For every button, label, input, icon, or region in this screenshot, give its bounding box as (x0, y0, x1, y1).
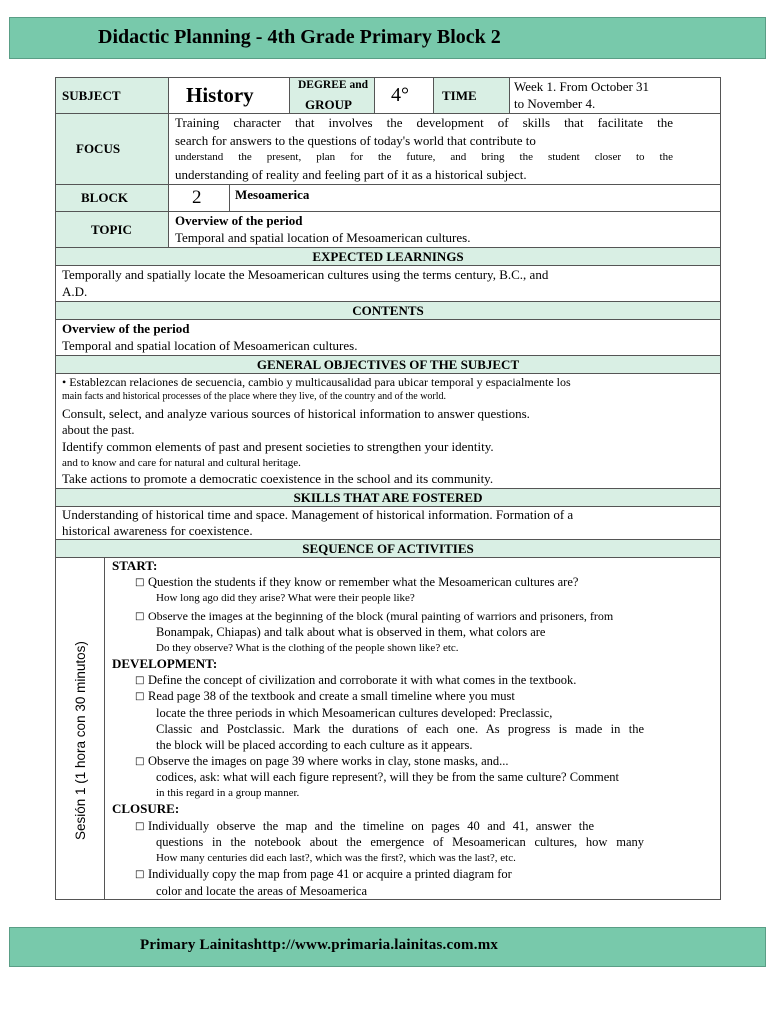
activity-line: Individually observe the map and the timeline on pages 40 and 41, answer the (148, 819, 594, 833)
block-value: 2 (192, 187, 202, 208)
objective-line: • Establezcan relaciones de secuencia, cambio y multicausalidad para ubicar temporal y espacialmente los (62, 375, 571, 389)
focus-line: understand the present, plan for the future, and bring the student closer to the (175, 151, 673, 163)
activity-line: Individually copy the map from page 41 or acquire a printed diagram for (148, 867, 512, 881)
section-heading: SEQUENCE OF ACTIVITIES (302, 541, 474, 556)
contents-text: Temporal and spatial location of Mesoamerican cultures. (62, 338, 358, 353)
block-name-cell (229, 184, 721, 212)
objective-line: main facts and historical processes of the place where they live, of the country and of the world. (62, 391, 447, 402)
expected-learnings-body (55, 265, 721, 302)
topic-label-cell (55, 211, 169, 248)
activity-line: the block will be placed according to each culture as it appears. (156, 738, 473, 752)
expected-line: A.D. (62, 284, 88, 299)
page-title: Didactic Planning - 4th Grade Primary Block 2 (98, 26, 501, 48)
checkbox-icon: □ (135, 756, 145, 767)
activity-line: locate the three periods in which Mesoamerican cultures developed: Preclassic, (156, 706, 553, 720)
checkbox-icon: □ (135, 611, 145, 622)
subject-value: History (186, 83, 254, 107)
block-name: Mesoamerica (235, 187, 310, 202)
degree-label-cell (289, 77, 375, 114)
time-label-cell (433, 77, 510, 114)
skills-line: Understanding of historical time and space. Management of historical information. Formation of a (62, 507, 574, 522)
section-heading: GENERAL OBJECTIVES OF THE SUBJECT (256, 357, 520, 372)
footer-banner (9, 927, 766, 967)
subject-value-cell (168, 77, 290, 114)
objective-line: Consult, select, and analyze various sources of historical information to answer questions. (62, 406, 530, 421)
objectives-body (55, 373, 721, 489)
time-value-line2: to November 4. (514, 96, 596, 111)
activity-line: Read page 38 of the textbook and create a small timeline where you must (148, 689, 515, 703)
sequence-body (104, 557, 721, 900)
time-value-line1: Week 1. From October 31 (514, 79, 650, 94)
section-heading: CONTENTS (352, 303, 424, 318)
time-value-cell (509, 77, 721, 114)
activity-line: Observe the images at the beginning of the block (mural painting of warriors and prisoners, from (148, 609, 614, 623)
contents-body (55, 319, 721, 356)
footer-text: Primary Lainitashttp://www.primaria.lainitas.com.mx (140, 937, 499, 953)
expected-learnings-heading (55, 247, 721, 266)
activity-line: color and locate the areas of Mesoamerica (156, 884, 368, 898)
degree-label-line1: DEGREE and (298, 79, 368, 91)
block-value-cell (168, 184, 230, 212)
subject-label: SUBJECT (62, 88, 121, 103)
degree-label-line2: GROUP (305, 97, 352, 112)
subject-label-cell (55, 77, 169, 114)
checkbox-icon: □ (135, 675, 145, 686)
skills-body (55, 506, 721, 540)
degree-value-cell (374, 77, 434, 114)
header-banner (9, 17, 766, 59)
activity-line: in this regard in a group manner. (156, 787, 300, 799)
focus-label-cell (55, 113, 169, 185)
development-label: DEVELOPMENT: (112, 656, 218, 671)
focus-line: search for answers to the questions of today's world that contribute to (175, 133, 536, 148)
activity-line: Classic and Postclassic. Mark the durations of each one. As progress is made in the (156, 722, 644, 736)
activity-line: Define the concept of civilization and corroborate it with what comes in the textbook. (148, 673, 577, 687)
sequence-heading (55, 539, 721, 558)
topic-text: Temporal and spatial location of Mesoamerican cultures. (175, 230, 471, 245)
objective-line: about the past. (62, 423, 135, 437)
objectives-heading (55, 355, 721, 374)
topic-text-cell (168, 211, 721, 248)
activity-line: Question the students if they know or remember what the Mesoamerican cultures are? (148, 575, 579, 589)
checkbox-icon: □ (135, 869, 145, 880)
objective-line: and to know and care for natural and cultural heritage. (62, 457, 301, 469)
checkbox-icon: □ (135, 691, 145, 702)
focus-text-cell (168, 113, 721, 185)
topic-label: TOPIC (91, 222, 132, 237)
focus-label: FOCUS (76, 141, 121, 156)
objective-line: Take actions to promote a democratic coexistence in the school and its community. (62, 471, 494, 486)
focus-line: understanding of reality and feeling part of it as a historical subject. (175, 167, 527, 182)
objective-line: Identify common elements of past and present societies to strengthen your identity. (62, 439, 494, 454)
block-label-cell (55, 184, 169, 212)
contents-heading (55, 301, 721, 320)
contents-title: Overview of the period (62, 321, 190, 336)
expected-line: Temporally and spatially locate the Mesoamerican cultures using the terms century, B.C., and (62, 267, 549, 282)
topic-title: Overview of the period (175, 213, 303, 228)
time-label: TIME (442, 88, 477, 103)
checkbox-icon: □ (135, 577, 145, 588)
focus-line: Training character that involves the development of skills that facilitate the (175, 115, 673, 130)
section-heading: EXPECTED LEARNINGS (312, 249, 464, 264)
skills-line: historical awareness for coexistence. (62, 523, 253, 538)
activity-line: How many centuries did each last?, which was the first?, which was the last?, etc. (156, 852, 516, 864)
activity-line: Observe the images on page 39 where works in clay, stone masks, and... (148, 754, 509, 768)
closure-label: CLOSURE: (112, 801, 180, 816)
activity-line: questions in the notebook about the emergence of Mesoamerican cultures, how many (156, 835, 644, 849)
session-label: Sesión 1 (1 hora con 30 minutos) (73, 641, 88, 840)
checkbox-icon: □ (135, 821, 145, 832)
activity-line: How long ago did they arise? What were their people like? (156, 592, 415, 604)
skills-heading (55, 488, 721, 507)
activity-line: Do they observe? What is the clothing of the people shown like? etc. (156, 642, 459, 654)
section-heading: SKILLS THAT ARE FOSTERED (293, 490, 483, 505)
degree-value: 4° (391, 84, 409, 106)
activity-line: codices, ask: what will each figure represent?, will they be from the same culture? Comment (156, 770, 620, 784)
activity-line: Bonampak, Chiapas) and talk about what is observed in them, what colors are (156, 625, 546, 639)
block-label: BLOCK (81, 190, 128, 205)
start-label: START: (112, 558, 158, 573)
